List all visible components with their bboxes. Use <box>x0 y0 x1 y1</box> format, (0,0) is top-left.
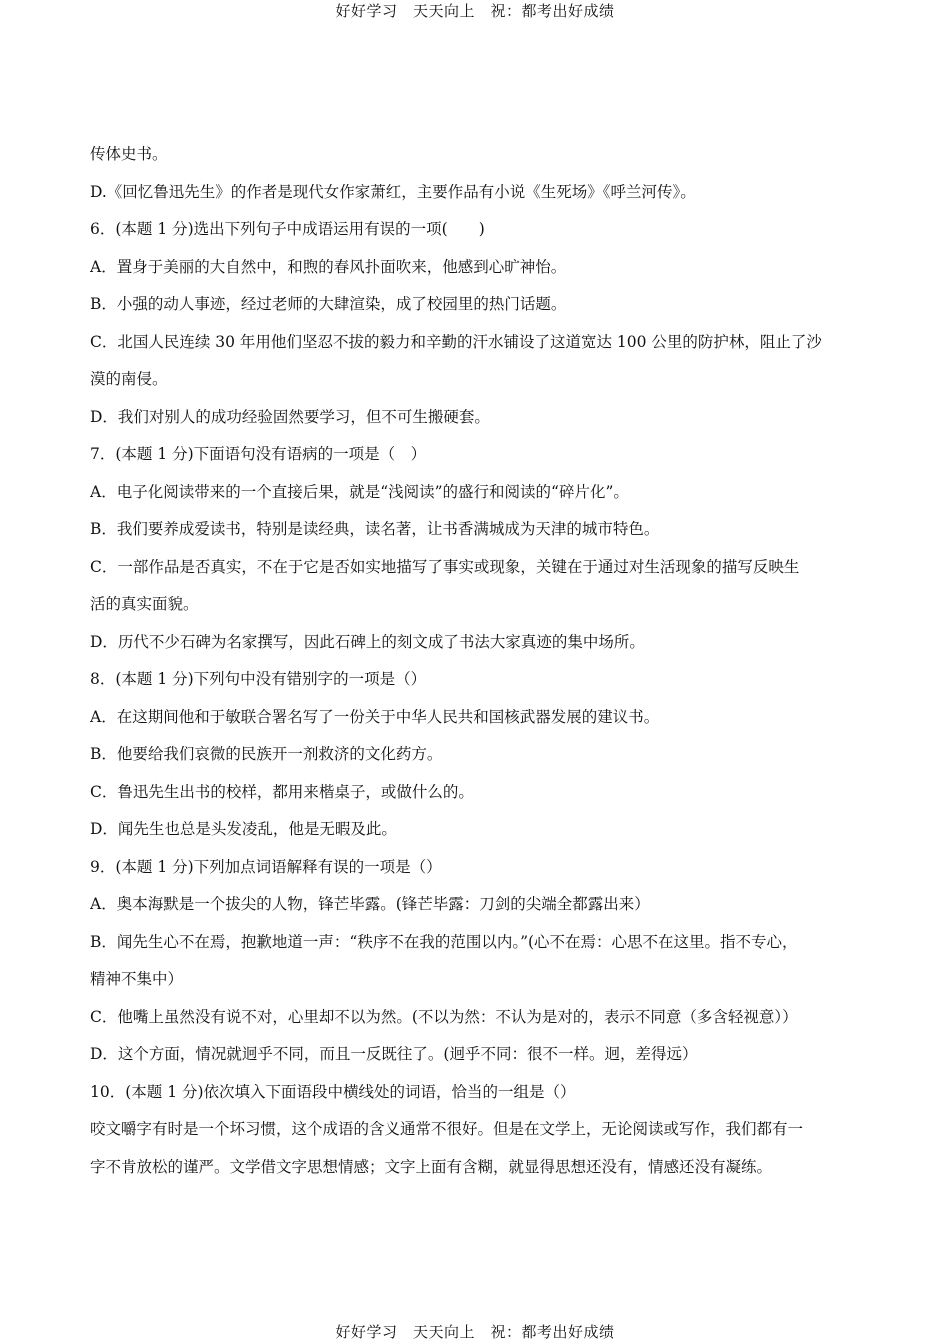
question-8-option-b: B．他要给我们哀微的民族开一剂救济的文化药方。 <box>90 745 443 763</box>
question-7-option-b: B．我们要养成爱读书，特别是读经典，读名著，让书香满城成为天津的城市特色。 <box>90 520 660 538</box>
question-9-option-b-cont: 精神不集中） <box>90 970 184 988</box>
question-7-option-a: A．电子化阅读带来的一个直接后果，就是“浅阅读”的盛行和阅读的“碎片化”。 <box>90 482 629 501</box>
text-line: 传体史书。 <box>90 145 168 163</box>
question-6-option-d: D．我们对别人的成功经验固然要学习，但不可生搬硬套。 <box>90 407 490 426</box>
question-7-option-c: C．一部作品是否真实，不在于它是否如实地描写了事实或现象，关键在于通过对生活现象的描写反映生 <box>90 557 800 576</box>
question-9-option-a: A．奥本海默是一个拔尖的人物，锋芒毕露。(锋芒毕露：刀剑的尖端全都露出来） <box>90 895 650 913</box>
text-line: D.《回忆鲁迅先生》的作者是现代女作家萧红，主要作品有小说《生死场》《呼兰河传》。 <box>90 182 696 201</box>
question-8-stem: 8．(本题 1 分)下列句中没有错别字的一项是（） <box>90 670 427 688</box>
question-6-option-a: A．置身于美丽的大自然中，和煦的春风扑面吹来，他感到心旷神怡。 <box>90 257 567 276</box>
question-8-option-d: D．闻先生也总是头发凌乱，他是无暇及此。 <box>90 820 397 838</box>
question-6-option-c-cont: 漠的南侵。 <box>90 370 168 388</box>
question-9-option-b: B．闻先生心不在焉，抱歉地道一声：“秩序不在我的范围以内。”(心不在焉：心思不在这里。指不专心， <box>90 932 798 951</box>
question-10-passage: 咬文嚼字有时是一个坏习惯，这个成语的含义通常不很好。但是在文学上，无论阅读或写作，我们都有一 <box>90 1120 804 1138</box>
question-8-option-a: A．在这期间他和于敏联合署名写了一份关于中华人民共和国核武器发展的建议书。 <box>90 707 660 726</box>
question-7-option-c-cont: 活的真实面貌。 <box>90 595 199 613</box>
question-10-stem: 10．(本题 1 分)依次填入下面语段中横线处的词语，恰当的一组是（） <box>90 1082 576 1101</box>
question-7-option-d: D．历代不少石碑为名家撰写，因此石碑上的刻文成了书法大家真迹的集中场所。 <box>90 632 645 651</box>
question-6-stem: 6．(本题 1 分)选出下列句子中成语运用有误的一项( ) <box>90 220 485 238</box>
document-body <box>90 140 870 1190</box>
question-9-option-d: D．这个方面，情况就迥乎不同，而且一反既往了。(迥乎不同：很不一样。迥，差得远） <box>90 1045 698 1063</box>
question-9-option-c: C．他嘴上虽然没有说不对，心里却不以为然。(不以为然：不认为是对的，表示不同意（多含轻视意）） <box>90 1007 798 1026</box>
page-header: 好好学习 天天向上 祝：都考出好成绩 <box>335 2 615 20</box>
page-footer: 好好学习 天天向上 祝：都考出好成绩 <box>335 1323 615 1341</box>
question-8-option-c: C．鲁迅先生出书的校样，都用来楷桌子，或做什么的。 <box>90 782 474 801</box>
question-9-stem: 9．(本题 1 分)下列加点词语解释有误的一项是（） <box>90 857 442 876</box>
question-7-stem: 7．(本题 1 分)下面语句没有语病的一项是（ ） <box>90 445 427 463</box>
question-6-option-c: C．北国人民连续 30 年用他们坚忍不拔的毅力和辛勤的汗水铺设了这道宽达 100 公里的防护林，阻止了沙 <box>90 332 822 351</box>
question-6-option-b: B．小强的动人事迹，经过老师的大肆渲染，成了校园里的热门话题。 <box>90 295 567 313</box>
question-10-passage-cont: 字不肯放松的谨严。文学借文字思想情感；文字上面有含糊，就显得思想还没有，情感还没有凝练。 <box>90 1157 773 1176</box>
